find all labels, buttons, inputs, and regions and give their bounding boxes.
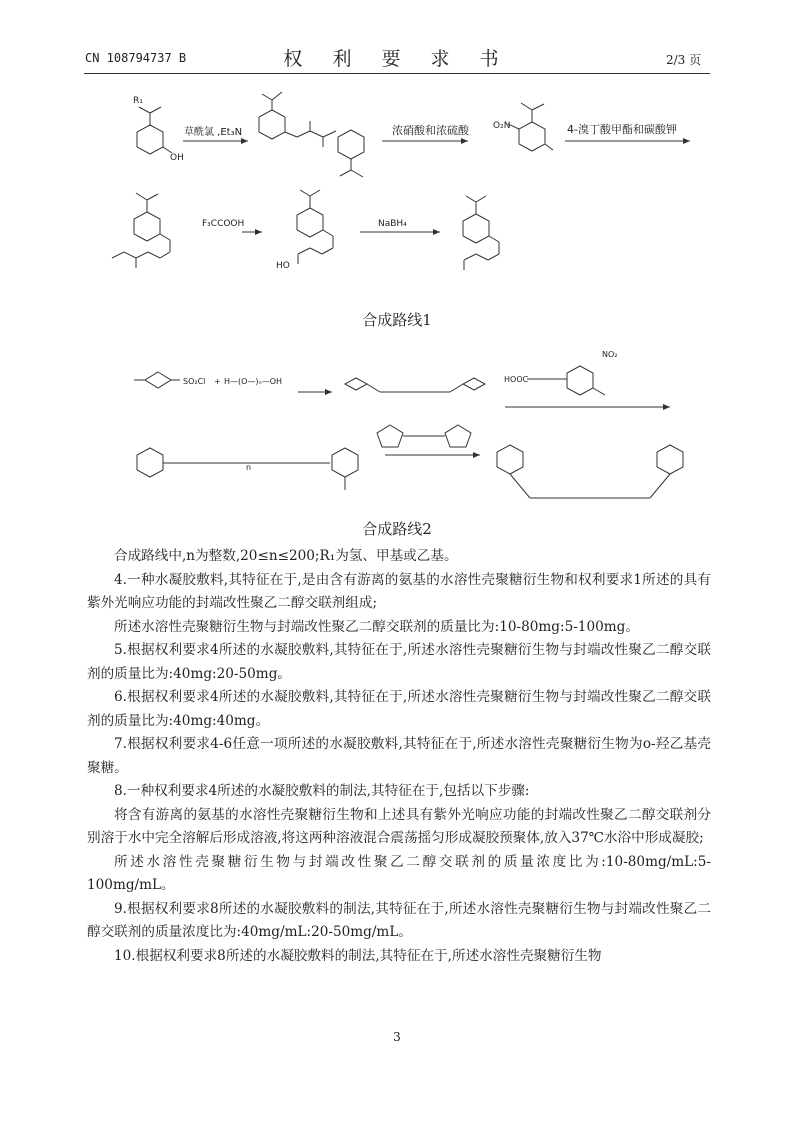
label-plus: +: [214, 377, 221, 386]
paragraph: 所述水溶性壳聚糖衍生物与封端改性聚乙二醇交联剂的质量比为:10-80mg:5-100mg。: [114, 618, 639, 635]
label-ho: HO: [276, 261, 290, 271]
page-title: 权 利 要 求 书: [283, 48, 511, 70]
molecule-3-hydroxyacetophenone: [137, 107, 172, 154]
molecule-nitro-hydroxyacetophenone: [508, 103, 553, 151]
paragraph: 将含有游离的氨基的水溶性壳聚糖衍生物和上述具有紫外光响应功能的封端改性聚乙二醇交联剂分别溶于水中完全溶解后形成溶液,将这两种溶液混合震荡摇匀形成凝胶预聚体,放入37℃水浴中形成凝胶;: [87, 806, 711, 846]
molecule-acid-reagent: [527, 366, 605, 395]
label-oh: OH: [170, 153, 184, 163]
page-number: 3: [393, 1030, 401, 1044]
paragraph: 5.根据权利要求4所述的水凝胶敷料,其特征在于,所述水溶性壳聚糖衍生物与封端改性聚乙二醇交联剂的质量比为:40mg:20-50mg。: [87, 642, 711, 682]
paragraph: 合成路线中,n为整数,20≤n≤200;R₁为氢、甲基或乙基。: [114, 548, 458, 564]
molecule-methyl-ester: [112, 193, 170, 268]
reagent-nitration: 浓硝酸和浓硫酸: [392, 124, 469, 137]
reagent-oxalyl-chloride: 草酰氯 ,Et₃N: [184, 127, 243, 138]
label-hooc: HOOC: [504, 375, 529, 384]
molecule-ditosyl-peg: [345, 378, 485, 392]
molecule-oxalate-diester: [259, 92, 364, 177]
molecule-nhs-carbonate-peg: [497, 445, 683, 498]
reagent-nabh4: NaBH₄: [378, 219, 407, 229]
paragraph: 4.一种水凝胶敷料,其特征在于,是由含有游离的氨基的水溶性壳聚糖衍生物和权利要求1所述的具有紫外光响应功能的封端改性聚乙二醇交联剂组成;: [87, 571, 711, 611]
reagent-alkylation: 4-溴丁酸甲酯和碳酸钾: [567, 123, 677, 136]
patent-number: CN 108794737 B: [85, 51, 187, 65]
label-peg: H⁠—(O⁠—)ₙ⁠—OH: [224, 377, 283, 386]
paragraph: 7.根据权利要求4-6任意一项所述的水凝胶敷料,其特征在于,所述水溶性壳聚糖衍生物为o-羟乙基壳聚糖。: [87, 736, 711, 776]
label-o2n: O₂N: [493, 121, 511, 131]
label-tscl: SO₂Cl: [183, 377, 206, 386]
caption-route1: 合成路线1: [362, 311, 432, 329]
claims-body: [87, 545, 711, 968]
paragraph: 9.根据权利要求8所述的水凝胶敷料的制法,其特征在于,所述水溶性壳聚糖衍生物与封端改性聚乙二醇交联剂的质量浓度比为:40mg/mL:20-50mg/mL。: [87, 900, 711, 940]
molecule-dsc-reagent: [377, 425, 471, 447]
label-n: n: [246, 463, 252, 472]
molecule-nitro-acid: [297, 190, 333, 264]
paragraph: 所述水溶性壳聚糖衍生物与封端改性聚乙二醇交联剂的质量浓度比为:10-80mg/mL:5-100mg/mL。: [87, 853, 711, 893]
caption-route2: 合成路线2: [362, 520, 432, 538]
label-r1: R₁: [133, 96, 143, 106]
reagent-tfa: F₃CCOOH: [202, 219, 245, 229]
paragraph: 8.一种权利要求4所述的水凝胶敷料的制法,其特征在于,包括以下步骤:: [114, 783, 530, 799]
paragraph: 10.根据权利要求8所述的水凝胶敷料的制法,其特征在于,所述水溶性壳聚糖衍生物: [114, 947, 602, 964]
paragraph: 6.根据权利要求4所述的水凝胶敷料,其特征在于,所述水溶性壳聚糖衍生物与封端改性聚乙二醇交联剂的质量比为:40mg:40mg。: [87, 689, 711, 729]
molecule-photolabile-alcohol: [463, 196, 499, 270]
page-indicator: 2/3 页: [666, 53, 702, 67]
label-no2: NO₂: [602, 350, 618, 359]
synthesis-schemes: [0, 0, 794, 545]
molecule-tosyl-chloride: [134, 372, 180, 388]
